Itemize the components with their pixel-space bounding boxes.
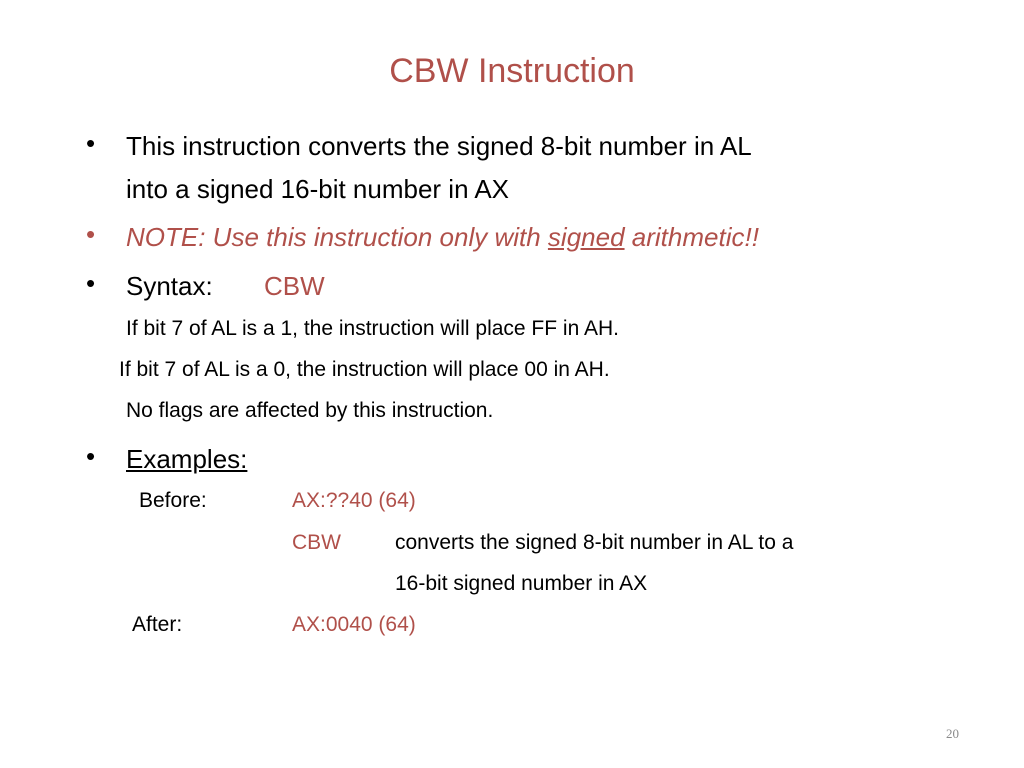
page-number: 20 [946, 726, 959, 741]
syntax-detail-1: If bit 7 of AL is a 1, the instruction will place FF in AH. [126, 317, 619, 340]
before-value: AX:??40 (64) [292, 489, 416, 512]
syntax-label: Syntax: [126, 271, 213, 301]
note-suffix: arithmetic!! [624, 222, 759, 252]
examples-label: Examples: [126, 444, 248, 474]
slide-title: CBW Instruction [389, 52, 635, 90]
bullet-1-line-2: into a signed 16-bit number in AX [126, 174, 510, 204]
syntax-detail-3: No flags are affected by this instruction. [126, 399, 494, 422]
bullet-1-line-1: This instruction converts the signed 8-bit number in AL [126, 131, 752, 161]
example-op-desc-1: converts the signed 8-bit number in AL to a [395, 531, 794, 554]
bullet-dot: • [86, 219, 96, 249]
bullet-dot: • [86, 441, 96, 471]
after-label: After: [132, 613, 183, 636]
bullet-dot: • [86, 268, 96, 298]
example-op-desc-2: 16-bit signed number in AX [395, 572, 648, 595]
syntax-detail-2: If bit 7 of AL is a 0, the instruction will place 00 in AH. [119, 358, 610, 381]
note-prefix: NOTE: Use this instruction only with [126, 222, 548, 252]
after-value: AX:0040 (64) [292, 613, 416, 636]
note-emphasis: signed [547, 222, 625, 252]
syntax-value: CBW [264, 271, 325, 301]
example-op: CBW [292, 531, 341, 554]
before-label: Before: [139, 489, 207, 512]
bullet-dot: • [86, 128, 96, 158]
bullet-2-note [126, 218, 759, 256]
